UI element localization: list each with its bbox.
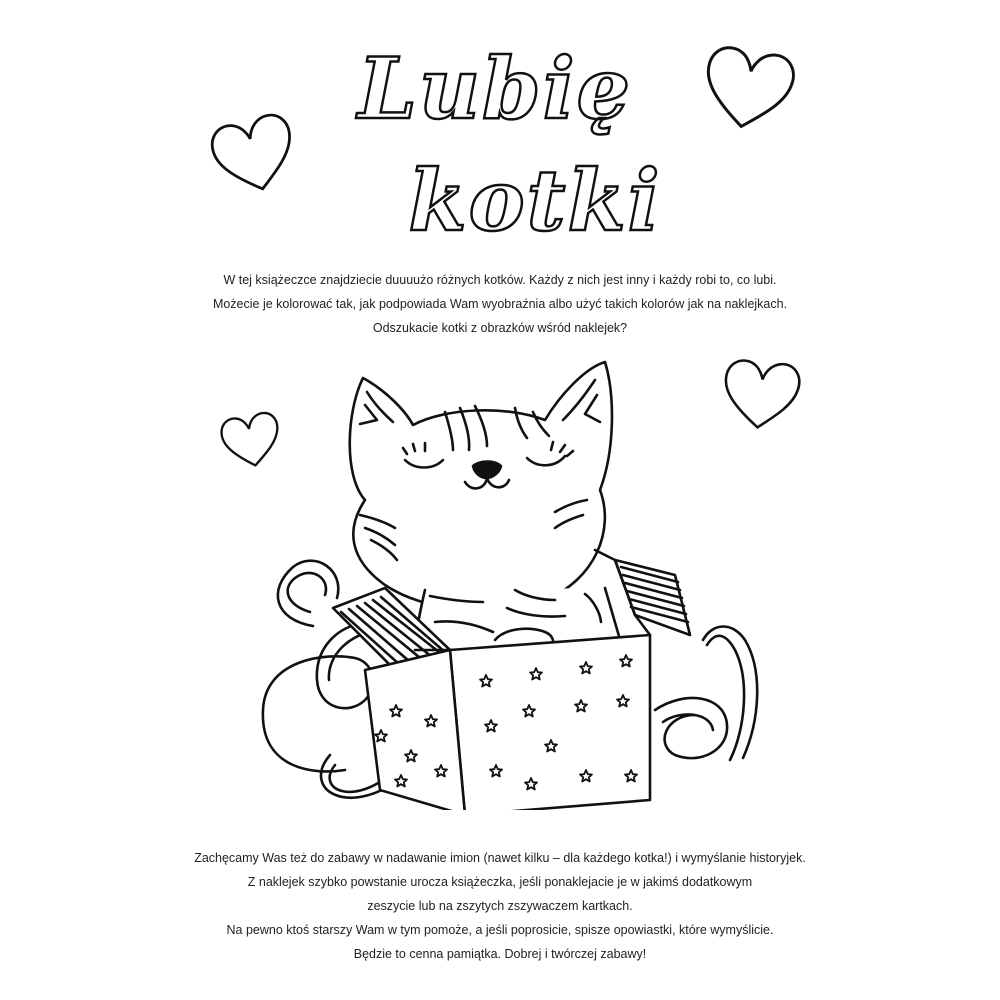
outro-line: Na pewno ktoś starszy Wam w tym pomoże, a jeśli poprosicie, spisze opowiastki, które wymyślicie. <box>226 923 774 937</box>
ribbon-left <box>263 622 380 771</box>
heart-outline-icon <box>208 110 300 198</box>
outro-line: Będzie to cenna pamiątka. Dobrej i twórczej zabawy! <box>353 947 647 961</box>
ribbon-right <box>655 627 757 761</box>
title-line-2: kotki <box>408 151 662 250</box>
ribbon-left-top <box>278 561 338 626</box>
intro-paragraph <box>150 268 850 340</box>
box-side <box>365 650 465 810</box>
title-line-1: Lubię <box>357 39 633 138</box>
intro-line: W tej książeczce znajdziecie duuuużo różnych kotków. Każdy z nich jest inny i każdy robi to, co lubi. <box>223 273 777 287</box>
intro-line: Możecie je kolorować tak, jak podpowiada Wam wyobraźnia albo użyć takich kolorów jak na naklejkach. <box>212 297 788 311</box>
box-front <box>450 635 650 810</box>
heart-outline-icon <box>698 42 798 134</box>
outro-line: Z naklejek szybko powstanie urocza książeczka, jeśli ponaklejacie je w jakimś dodatkowym <box>247 875 753 889</box>
cat-in-gift-box-icon <box>255 350 765 810</box>
outro-paragraph <box>140 846 860 966</box>
page-title <box>300 30 700 250</box>
outro-line: zeszycie lub na zszytych zszywaczem kartkach. <box>367 899 633 913</box>
intro-line: Odszukacie kotki z obrazków wśród naklejek? <box>372 321 628 335</box>
outro-line: Zachęcamy Was też do zabawy w nadawanie imion (nawet kilku – dla każdego kotka!) i wymyślanie historyjek. <box>194 851 806 865</box>
